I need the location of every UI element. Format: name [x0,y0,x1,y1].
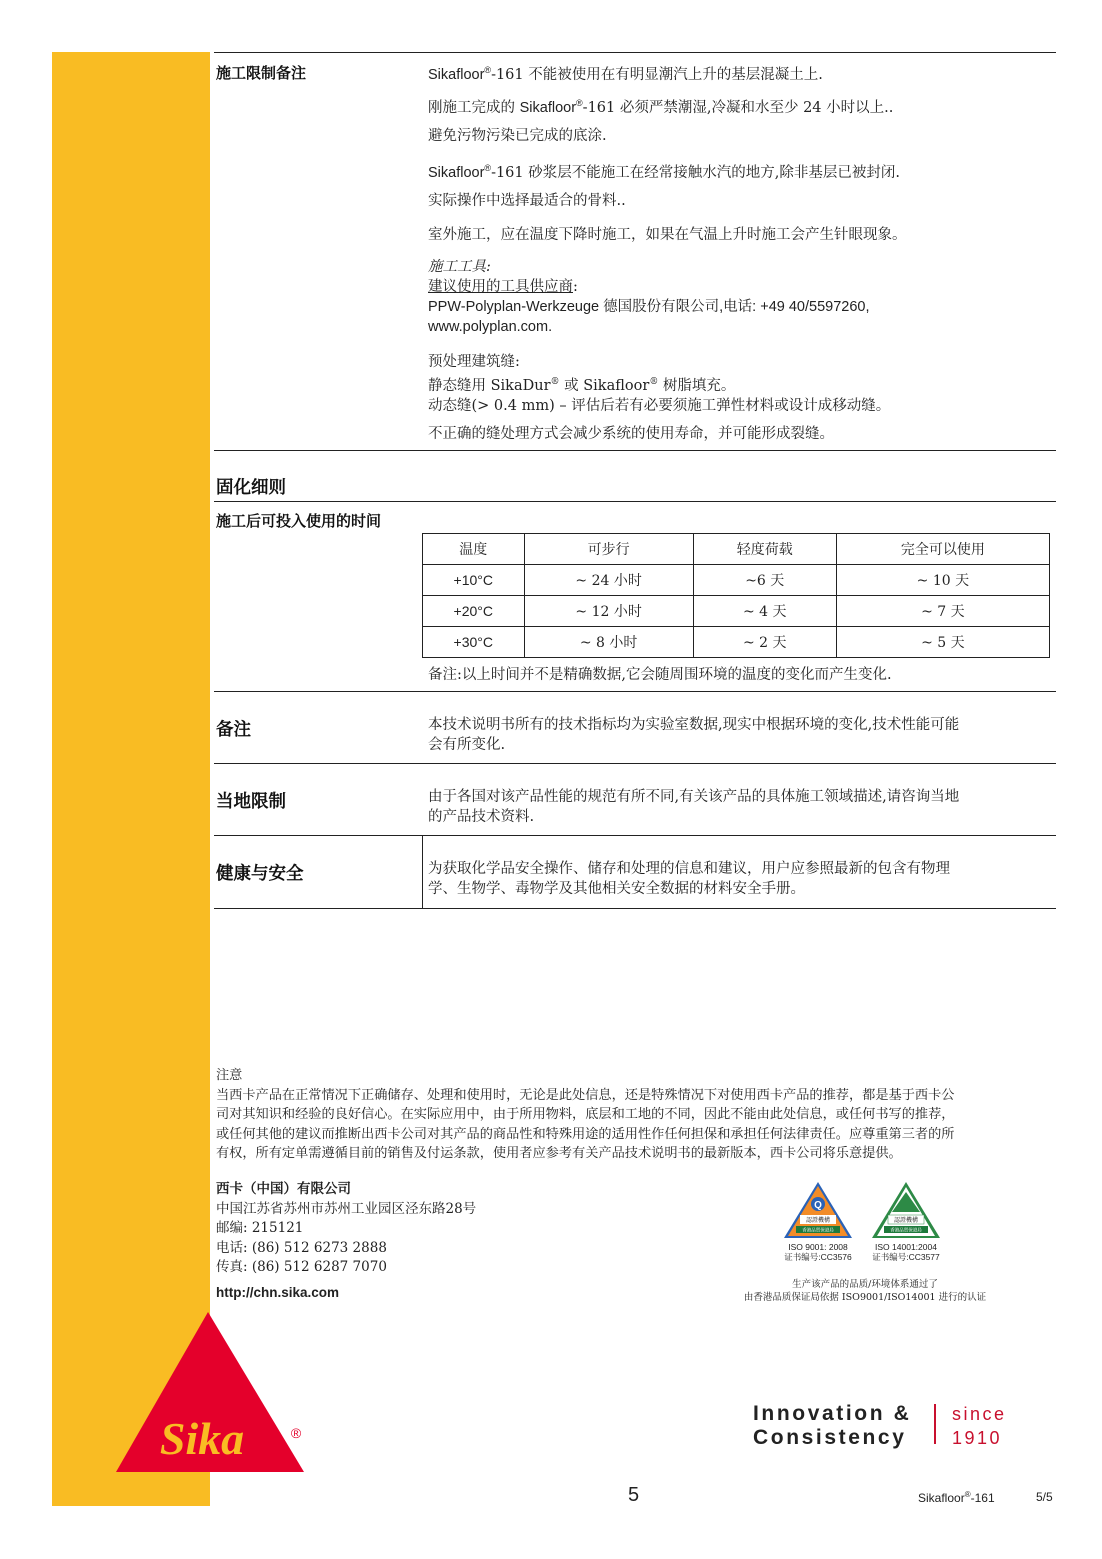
cert-standard: ISO 9001: 2008 [788,1242,848,1252]
section-divider [214,691,1056,692]
curing-table [422,533,1050,658]
section-divider [214,908,1056,909]
section-divider [214,763,1056,764]
table-header-cell: 完全可以使用 [836,534,1049,565]
table-cell: ~ 12 小时 [524,596,693,627]
local-text: 由于各国对该产品性能的规范有所不同,有关该产品的具体施工领域描述,请咨询当地 的产品技术资料. [428,789,960,825]
company-fax: 传真: (86) 512 6287 7070 [216,1259,387,1275]
table-cell: ~6 天 [693,565,836,596]
section-divider [214,450,1056,451]
company-name: 西卡（中国）有限公司 [216,1181,351,1197]
sika-logo [112,1310,312,1476]
curing-note: 备注:以上时间并不是精确数据,它会随周围环境的温度的变化而产生变化. [428,667,892,683]
notice-line: 或任何其他的建议而推断出西卡公司对其产品的商品性和特殊用途的适用性作任何担保和承担任何法律责任。应尊重第三者的所 [216,1126,955,1142]
cert-standard: ISO 14001:2004 [875,1242,937,1252]
table-row [423,565,1050,596]
iso9001-cert [778,1180,858,1262]
section-divider [214,501,1056,502]
registered-mark: ® [290,1425,302,1441]
tools-contact: PPW-Polyplan-Werkzeuge 德国股份有限公司,电话: +49 40/5597260, [428,299,870,315]
company-postcode: 邮编: 215121 [216,1220,304,1236]
joints-static: 静态缝用 SikaDur® 或 Sikafloor® 树脂填充。 [428,377,736,394]
company-phone: 电话: (86) 512 6273 2888 [216,1239,387,1256]
section-divider [214,52,1056,53]
page-number: 5 [628,1484,640,1506]
notice-line: 当西卡产品在正常情况下正确储存、处理和使用时，无论是此处信息，还是特殊情况下对使用西卡产品的推荐，都是基于西卡公 [216,1087,955,1103]
notice-title: 注意 [216,1068,243,1083]
table-header-cell: 可步行 [524,534,693,565]
footer-page-count: 5/5 [1036,1490,1053,1504]
restriction-line-1: Sikafloor®-161 不能被使用在有明显潮汽上升的基层混凝土上. [428,65,823,83]
tools-website: www.polyplan.com. [428,319,553,335]
slogan: Innovation & Consistency [753,1402,912,1449]
svg-text:Q: Q [814,1200,822,1211]
restriction-line-2: 刚施工完成的 Sikafloor®-161 必须严禁潮湿,冷凝和水至少 24 小时以上.. [428,98,894,116]
table-header-cell: 温度 [423,534,525,565]
restriction-line-4: Sikafloor®-161 砂浆层不能施工在经常接触水汽的地方,除非基层已被封闭. [428,163,900,181]
joints-block [428,352,890,416]
joints-warning: 不正确的缝处理方式会减少系统的使用寿命，并可能形成裂缝。 [428,426,834,442]
curing-sub-label: 施工后可投入使用的时间 [216,512,382,530]
slogan-divider [934,1404,936,1444]
iso14001-cert [866,1180,946,1262]
table-cell: ~ 10 天 [836,565,1049,596]
svg-text:香港品質保證局: 香港品質保證局 [890,1228,922,1234]
svg-text:認證機構: 認證機構 [805,1217,831,1224]
table-cell: ~ 8 小时 [524,627,693,658]
tools-supplier-line: 建议使用的工具供应商: [428,279,578,295]
table-cell: +30°C [423,627,525,658]
section-divider [214,835,1056,836]
hkqaa-quality-mark-icon [782,1180,854,1240]
notice-line: 有权，所有定单需遵循目前的销售及付运条款，使用者应参考有关产品技术说明书的最新版本，西卡公司将乐意提供。 [216,1146,902,1161]
table-cell: ~ 24 小时 [524,565,693,596]
company-address: 中国江苏省苏州市苏州工业园区泾东路28号 [216,1200,477,1217]
table-cell: ~ 5 天 [836,627,1049,658]
cert-number: 证书编号:CC3577 [872,1252,940,1262]
health-label: 健康与安全 [216,864,304,884]
table-header-cell: 轻度荷载 [693,534,836,565]
table-row [423,596,1050,627]
svg-text:香港品質保證局: 香港品質保證局 [802,1228,834,1234]
footer-product: Sikafloor®-161 [918,1490,995,1505]
table-cell: ~ 2 天 [693,627,836,658]
restrictions-label: 施工限制备注 [216,64,307,82]
table-cell: +10°C [423,565,525,596]
hkqaa-environment-mark-icon [870,1180,942,1240]
tools-title: 施工工具: [428,259,491,275]
since-1910: since 1910 [952,1404,1007,1448]
curing-section-title: 固化细则 [216,478,286,498]
restriction-line-3: 避免污物污染已完成的底涂. [428,128,607,144]
table-row [423,627,1050,658]
table-cell: ~ 7 天 [836,596,1049,627]
company-website-link[interactable]: http://chn.sika.com [216,1284,340,1300]
joints-title: 预处理建筑缝: [428,354,520,370]
joints-dynamic: 动态缝(> 0.4 mm) – 评估后若有必要须施工弹性材料或设计成移动缝。 [428,397,891,414]
certification-note: 生产该产品的品质/环境体系通过了 由香港品质保证局依据 ISO9001/ISO14001 进行的认证 [743,1279,987,1303]
column-divider [422,836,423,908]
tools-block [428,257,870,337]
remarks-text: 本技术说明书所有的技术指标均为实验室数据,现实中根据环境的变化,技术性能可能 会有所变化. [428,717,960,753]
svg-text:認證機構: 認證機構 [893,1217,919,1224]
restriction-line-6: 室外施工，应在温度下降时施工，如果在气温上升时施工会产生针眼现象。 [428,227,907,243]
remarks-label: 备注 [216,720,251,740]
sika-wordmark: Sika [159,1413,245,1464]
accent-sidebar-bar [52,52,210,1506]
health-text: 为获取化学品安全操作、储存和处理的信息和建议，用户应参照最新的包含有物理 学、生物学、毒物学及其他相关安全数据的材料安全手册。 [428,861,950,897]
table-cell: ~ 4 天 [693,596,836,627]
legal-notice [216,1066,1056,1164]
table-header-row [423,534,1050,565]
table-cell: +20°C [423,596,525,627]
company-info [216,1180,476,1302]
local-label: 当地限制 [216,792,286,812]
cert-number: 证书编号:CC3576 [784,1252,852,1262]
notice-line: 司对其知识和经验的良好信心。在实际应用中，由于所用物料，底层和工地的不同，因此不能由此处信息，或任何书写的推荐， [216,1107,955,1122]
restriction-line-5: 实际操作中选择最适合的骨料.. [428,193,626,209]
